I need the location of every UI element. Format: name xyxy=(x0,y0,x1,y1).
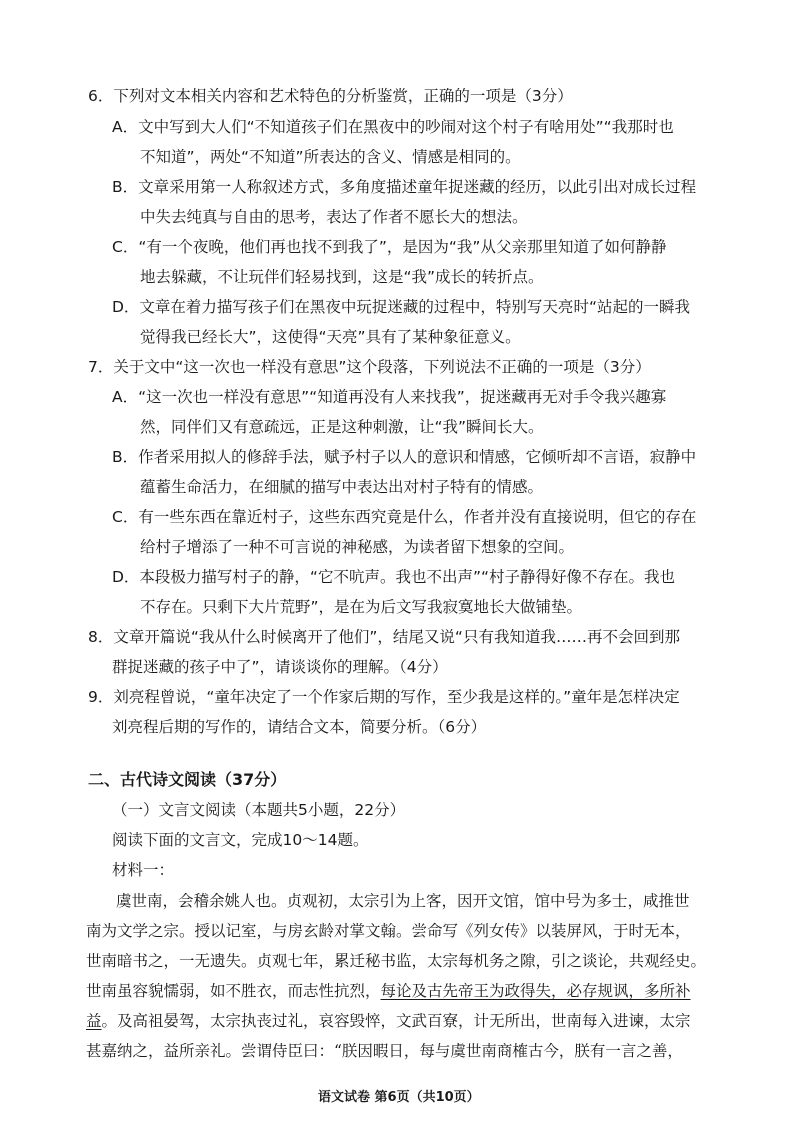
passage-line5 xyxy=(86,1011,691,1031)
q6-stem: 6．下列对文本相关内容和艺术特色的分析鉴赏，正确的一项是（3分） xyxy=(88,87,573,105)
passage-line3: 世南暗书之，一无遗失。贞观七年，累迁秘书监，太宗每机务之隙，引之谈论，共观经史。 xyxy=(86,952,707,970)
q7-option-a-line1: A．“这一次也一样没有意思”“知道再没有人来找我”，捉迷藏再无对手令我兴趣寡 xyxy=(112,388,667,406)
q9-line1: 9．刘亮程曾说，“童年决定了一个作家后期的写作，至少我是这样的。”童年是怎样决定 xyxy=(88,688,680,706)
q7-option-c-line2: 给村子增添了一种不可言说的神秘感，为读者留下想象的空间。 xyxy=(140,538,575,556)
passage-line5-underlined: 益 xyxy=(86,1012,102,1030)
passage-line4-underlined: 每论及古先帝王为政得失，必存规讽，多所补 xyxy=(380,982,691,1000)
q6-option-d-line2: 觉得我已经长大”，这使得“天亮”具有了某种象征意义。 xyxy=(140,328,521,346)
section2-instruction: 阅读下面的文言文，完成10～14题。 xyxy=(112,831,369,849)
q7-option-d-line2: 不存在。只剩下大片荒野”，是在为后文写我寂寞地长大做铺垫。 xyxy=(140,598,583,616)
passage-line2: 南为文学之宗。授以记室，与房玄龄对掌文翰。尝命写《列女传》以装屏风，于时无本， xyxy=(86,922,691,940)
q6-option-b-line1: B．文章采用第一人称叙述方式，多角度描述童年捉迷藏的经历，以此引出对成长过程 xyxy=(112,178,697,196)
q6-option-a-line2: 不知道”，两处“不知道”所表达的含义、情感是相同的。 xyxy=(140,148,521,166)
q6-option-b-line2: 中失去纯真与自由的思考，表达了作者不愿长大的想法。 xyxy=(140,208,528,226)
q7-option-d-line1: D．本段极力描写村子的静，“它不吭声。我也不出声”“村子静得好像不存在。我也 xyxy=(112,568,676,586)
q7-option-a-line2: 然，同伴们又有意疏远，正是这种刺激，让“我”瞬间长大。 xyxy=(140,418,544,436)
material-label: 材料一： xyxy=(112,861,175,879)
q6-option-c-line2: 地去躲藏，不让玩伴们轻易找到，这是“我”成长的转折点。 xyxy=(140,268,544,286)
passage-line5-plain: 。及高祖晏驾，太宗执丧过礼，哀容毁悴，文武百寮，计无所出，世南每入进谏，太宗 xyxy=(101,1012,691,1030)
passage-line4 xyxy=(86,981,691,1001)
q7-option-b-line2: 蕴蓄生命活力，在细腻的描写中表达出对村子特有的情感。 xyxy=(140,478,544,496)
q7-stem: 7．关于文中“这一次也一样没有意思”这个段落，下列说法不正确的一项是（3分） xyxy=(88,358,651,376)
q7-option-b-line1: B．作者采用拟人的修辞手法，赋予村子以人的意识和情感，它倾听却不言语，寂静中 xyxy=(112,448,697,466)
section2-subtitle: （一）文言文阅读（本题共5小题，22分） xyxy=(112,801,406,819)
q6-option-a-line1: A．文中写到大人们“不知道孩子们在黑夜中的吵闹对这个村子有啥用处”“我那时也 xyxy=(112,118,674,136)
q6-option-d-line1: D．文章在着力描写孩子们在黑夜中玩捉迷藏的过程中，特别写天亮时“站起的一瞬我 xyxy=(112,298,690,316)
section2-title: 二、古代诗文阅读（37分） xyxy=(88,770,287,789)
q8-line1: 8．文章开篇说“我从什么时候离开了他们”，结尾又说“只有我知道我……再不会回到那 xyxy=(88,628,680,646)
passage-line1: 虞世南，会稽余姚人也。贞观初，太宗引为上客，因开文馆，馆中号为多士，咸推世 xyxy=(116,892,690,910)
q6-option-c-line1: C．“有一个夜晚，他们再也找不到我了”，是因为“我”从父亲那里知道了如何静静 xyxy=(112,238,667,256)
page-footer: 语文试卷 第6页（共10页） xyxy=(318,1090,480,1105)
q7-option-c-line1: C．有一些东西在靠近村子，这些东西究竟是什么，作者并没有直接说明，但它的存在 xyxy=(112,508,697,526)
q9-line2: 刘亮程后期的写作的，请结合文本，简要分析。（6分） xyxy=(112,718,487,736)
passage-line4-plain: 世南虽容貌懦弱，如不胜衣，而志性抗烈， xyxy=(86,982,381,1000)
q8-line2: 群捉迷藏的孩子中了”，请谈谈你的理解。（4分） xyxy=(112,658,448,676)
passage-line6: 甚嘉纳之，益所亲礼。尝谓侍臣曰：“朕因暇日，每与虞世南商榷古今，朕有一言之善， xyxy=(86,1042,683,1060)
